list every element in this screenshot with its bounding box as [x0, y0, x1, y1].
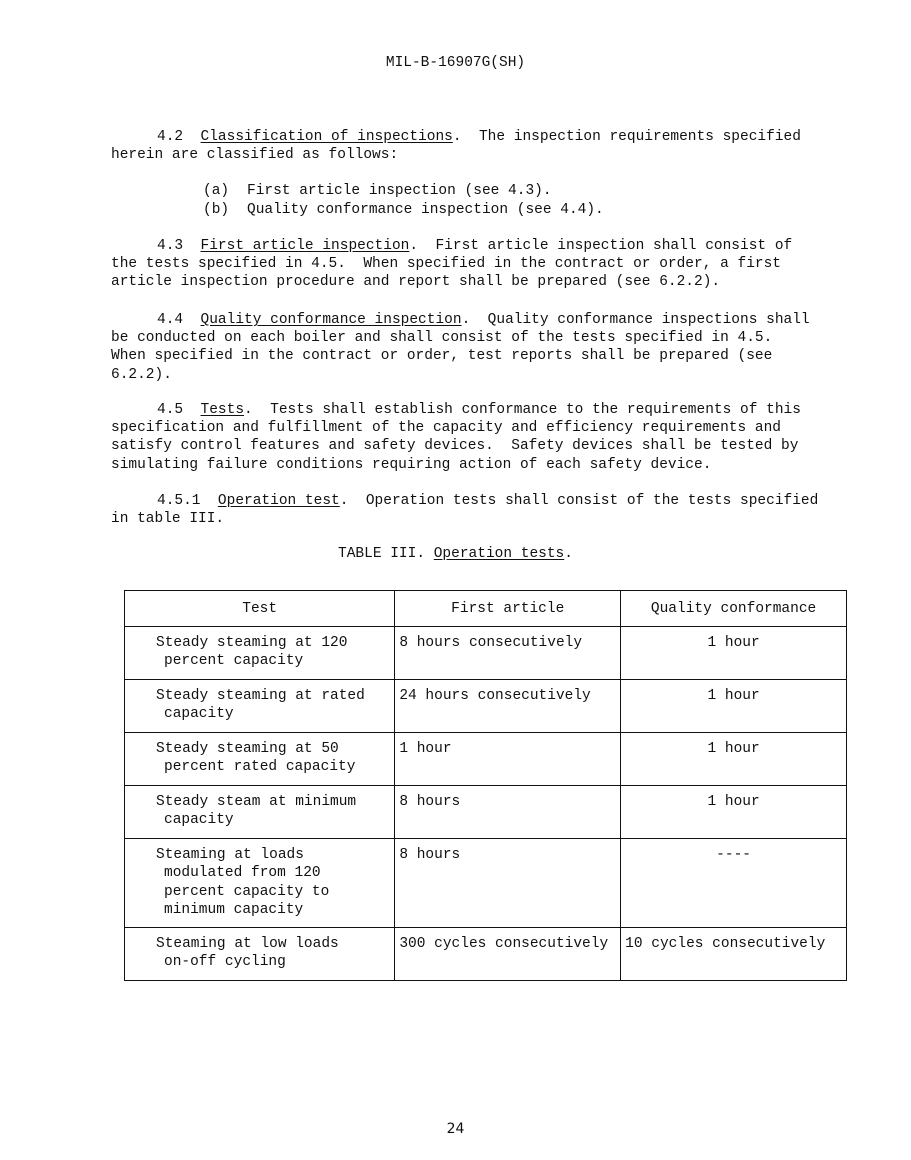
cell-test	[125, 928, 395, 981]
cell-first-article: 8 hours	[395, 839, 621, 928]
cell-first-article: 24 hours consecutively	[395, 680, 621, 733]
cell-quality-conformance: 10 cycles consecutively	[621, 928, 847, 981]
cell-quality-conformance: 1 hour	[621, 627, 847, 680]
table-row	[125, 627, 847, 680]
table-row	[125, 928, 847, 981]
section-text-cont: herein are classified as follows:	[111, 147, 399, 164]
list-item-text: First article inspection (see 4.3).	[247, 183, 552, 199]
cell-test	[125, 786, 395, 839]
cell-quality-conformance: 1 hour	[621, 786, 847, 839]
section-title: Classification of inspections	[200, 129, 453, 145]
cell-first-article: 1 hour	[395, 733, 621, 786]
list-item-text: Quality conformance inspection (see 4.4).	[247, 201, 604, 218]
section-text: . Quality conformance inspections shall	[461, 312, 810, 328]
cell-line: percent capacity	[164, 653, 304, 670]
table-row	[125, 839, 847, 928]
section-number: 4.3	[157, 238, 184, 254]
cell-test	[125, 627, 395, 680]
cell-line: percent capacity to	[164, 883, 330, 900]
cell-line: Steaming at low loads	[156, 936, 339, 953]
section-title: Operation test	[217, 493, 340, 509]
section-text-cont: in table III.	[111, 511, 225, 528]
section-text-cont: specification and fulfillment of the capacity and efficiency requirements and satisfy control features and safety devices. Safety devices shall be tested by simulating failure conditions requiring action of each safety device.	[111, 420, 799, 473]
section-title: Tests	[200, 402, 245, 418]
section-title: First article inspection	[200, 238, 410, 254]
section-text: . Tests shall establish conformance to the requirements of this	[244, 402, 801, 418]
cell-line: Steady steaming at 50	[156, 741, 339, 758]
cell-line: modulated from 120	[164, 865, 321, 882]
table-caption-suffix: .	[564, 546, 573, 562]
list-item	[203, 182, 604, 201]
section-number: 4.5.1	[157, 493, 201, 509]
cell-line: Steady steaming at rated	[156, 688, 365, 705]
section-4-2	[111, 128, 851, 164]
page-number: 24	[446, 1121, 465, 1137]
table-row	[125, 680, 847, 733]
table-row	[125, 786, 847, 839]
list-item-label: (a)	[203, 183, 230, 199]
table-caption	[0, 546, 911, 562]
document-header: MIL-B-16907G(SH)	[385, 55, 526, 71]
cell-line: capacity	[164, 706, 234, 723]
section-4-3	[111, 237, 851, 292]
cell-line: minimum capacity	[164, 901, 304, 918]
cell-line: Steady steam at minimum	[156, 794, 357, 811]
table-row	[125, 733, 847, 786]
section-text: . Operation tests shall consist of the tests specified	[339, 493, 819, 509]
section-4-4	[111, 311, 851, 384]
cell-line: capacity	[164, 812, 234, 829]
cell-first-article: 8 hours	[395, 786, 621, 839]
classification-list	[203, 182, 604, 219]
table-header-row	[125, 591, 847, 627]
section-text-cont: the tests specified in 4.5. When specified in the contract or order, a first article inspection procedure and report shall be prepared (see 6.2.2).	[111, 256, 782, 291]
column-header-first-article: First article	[395, 591, 621, 627]
section-text: . First article inspection shall consist of	[409, 238, 793, 254]
table-caption-title: Operation tests	[433, 546, 565, 562]
cell-test	[125, 839, 395, 928]
cell-test	[125, 680, 395, 733]
cell-line: percent rated capacity	[164, 759, 356, 776]
section-title: Quality conformance inspection	[200, 312, 462, 328]
cell-first-article: 8 hours consecutively	[395, 627, 621, 680]
table-caption-prefix: TABLE III.	[338, 546, 426, 562]
section-number: 4.5	[157, 402, 184, 418]
cell-test	[125, 733, 395, 786]
cell-first-article: 300 cycles consecutively	[395, 928, 621, 981]
cell-quality-conformance: 1 hour	[621, 680, 847, 733]
section-text: . The inspection requirements specified	[452, 129, 801, 145]
section-text-cont: be conducted on each boiler and shall consist of the tests specified in 4.5. When specified in the contract or order, test reports shall be prepared (see 6.2.2).	[111, 330, 773, 383]
cell-line: on-off cycling	[164, 954, 286, 971]
section-4-5	[111, 401, 851, 474]
list-item-label: (b)	[203, 201, 230, 218]
cell-quality-conformance: ----	[621, 839, 847, 928]
cell-line: Steady steaming at 120	[156, 635, 348, 652]
column-header-test: Test	[125, 591, 395, 627]
column-header-quality-conformance: Quality conformance	[621, 591, 847, 627]
section-number: 4.2	[157, 129, 184, 145]
list-item	[203, 201, 604, 220]
section-4-5-1	[111, 492, 851, 528]
operation-tests-table	[124, 590, 847, 981]
cell-quality-conformance: 1 hour	[621, 733, 847, 786]
cell-line: Steaming at loads	[156, 847, 304, 864]
section-number: 4.4	[157, 312, 184, 328]
